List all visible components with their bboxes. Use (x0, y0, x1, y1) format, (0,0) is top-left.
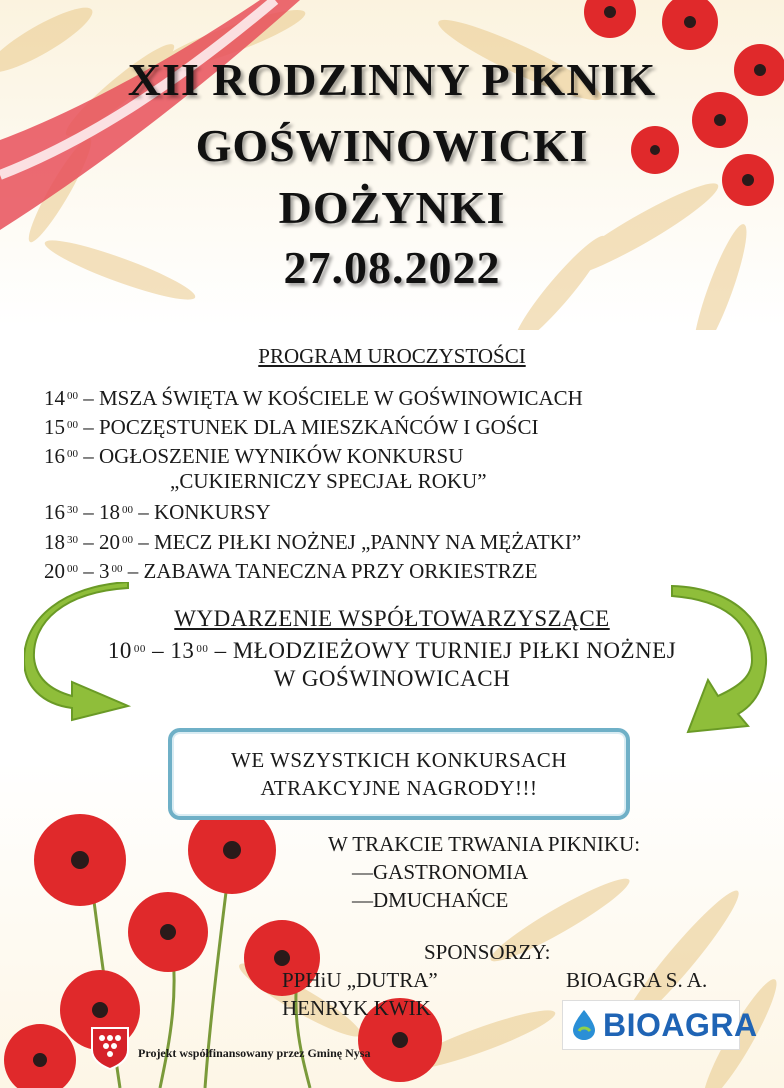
side-event-item-continuation: W GOŚWINOWICACH (273, 666, 511, 691)
cofinancing-note: Projekt współfinansowany przez Gminę Nysa (138, 1046, 371, 1060)
side-event-heading: WYDARZENIE WSPÓŁTOWARZYSZĄCE (174, 606, 610, 631)
sponsor-bioagra: BIOAGRA S. A. (566, 968, 708, 992)
picnic-item-bouncy-castles: —DMUCHAŃCE (352, 888, 509, 912)
program-heading: PROGRAM UROCZYSTOŚCI (258, 344, 526, 368)
event-title-line2: GOŚWINOWICKI (195, 120, 589, 171)
picnic-item-gastronomy: —GASTRONOMIA (352, 860, 529, 884)
event-title-line3: DOŻYNKI (278, 182, 506, 233)
event-date: 27.08.2022 (283, 242, 501, 293)
event-title-line1: XII RODZINNY PIKNIK (127, 54, 657, 105)
prizes-line1: WE WSZYSTKICH KONKURSACH (231, 748, 567, 772)
water-drop-icon (571, 1009, 597, 1041)
program-item: 18 $^{30}$ – 20 $^{00}$ – MECZ PIŁKI NOŻNEJ „PANNY NA MĘŻATKI” (44, 530, 582, 554)
side-event-item: 10 $^{00}$ – 13 $^{00}$ – MŁODZIEŻOWY TURNIEJ PIŁKI NOŻNEJ (107, 638, 677, 663)
program-item: 15 $^{00}$ – POCZĘSTUNEK DLA MIESZKAŃCÓW I GOŚCI (44, 415, 539, 439)
sponsor-dutra-owner: HENRYK KWIK (282, 996, 431, 1020)
bioagra-logo (562, 1000, 758, 1050)
bioagra-logo-text: BIOAGRA (603, 1007, 758, 1043)
sponsors-heading: SPONSORZY: (424, 940, 551, 964)
prizes-line2: ATRAKCYJNE NAGRODY!!! (260, 776, 538, 800)
program-item: 16 $^{00}$ – OGŁOSZENIE WYNIKÓW KONKURSU (44, 444, 464, 468)
program-item-continuation: „CUKIERNICZY SPECJAŁ ROKU” (170, 469, 487, 493)
picnic-heading: W TRAKCIE TRWANIA PIKNIKU: (328, 832, 641, 856)
program-item: 16 $^{30}$ – 18 $^{00}$ – KONKURSY (44, 500, 271, 524)
program-item: 14 $^{00}$ – MSZA ŚWIĘTA W KOŚCIELE W GOŚWINOWICACH (44, 386, 583, 410)
sponsor-dutra: PPHiU „DUTRA” (282, 968, 438, 992)
nysa-coat-of-arms-icon (90, 1026, 130, 1070)
program-item: 20 $^{00}$ – 3 $^{00}$ – ZABAWA TANECZNA PRZY ORKIESTRZE (44, 559, 538, 583)
